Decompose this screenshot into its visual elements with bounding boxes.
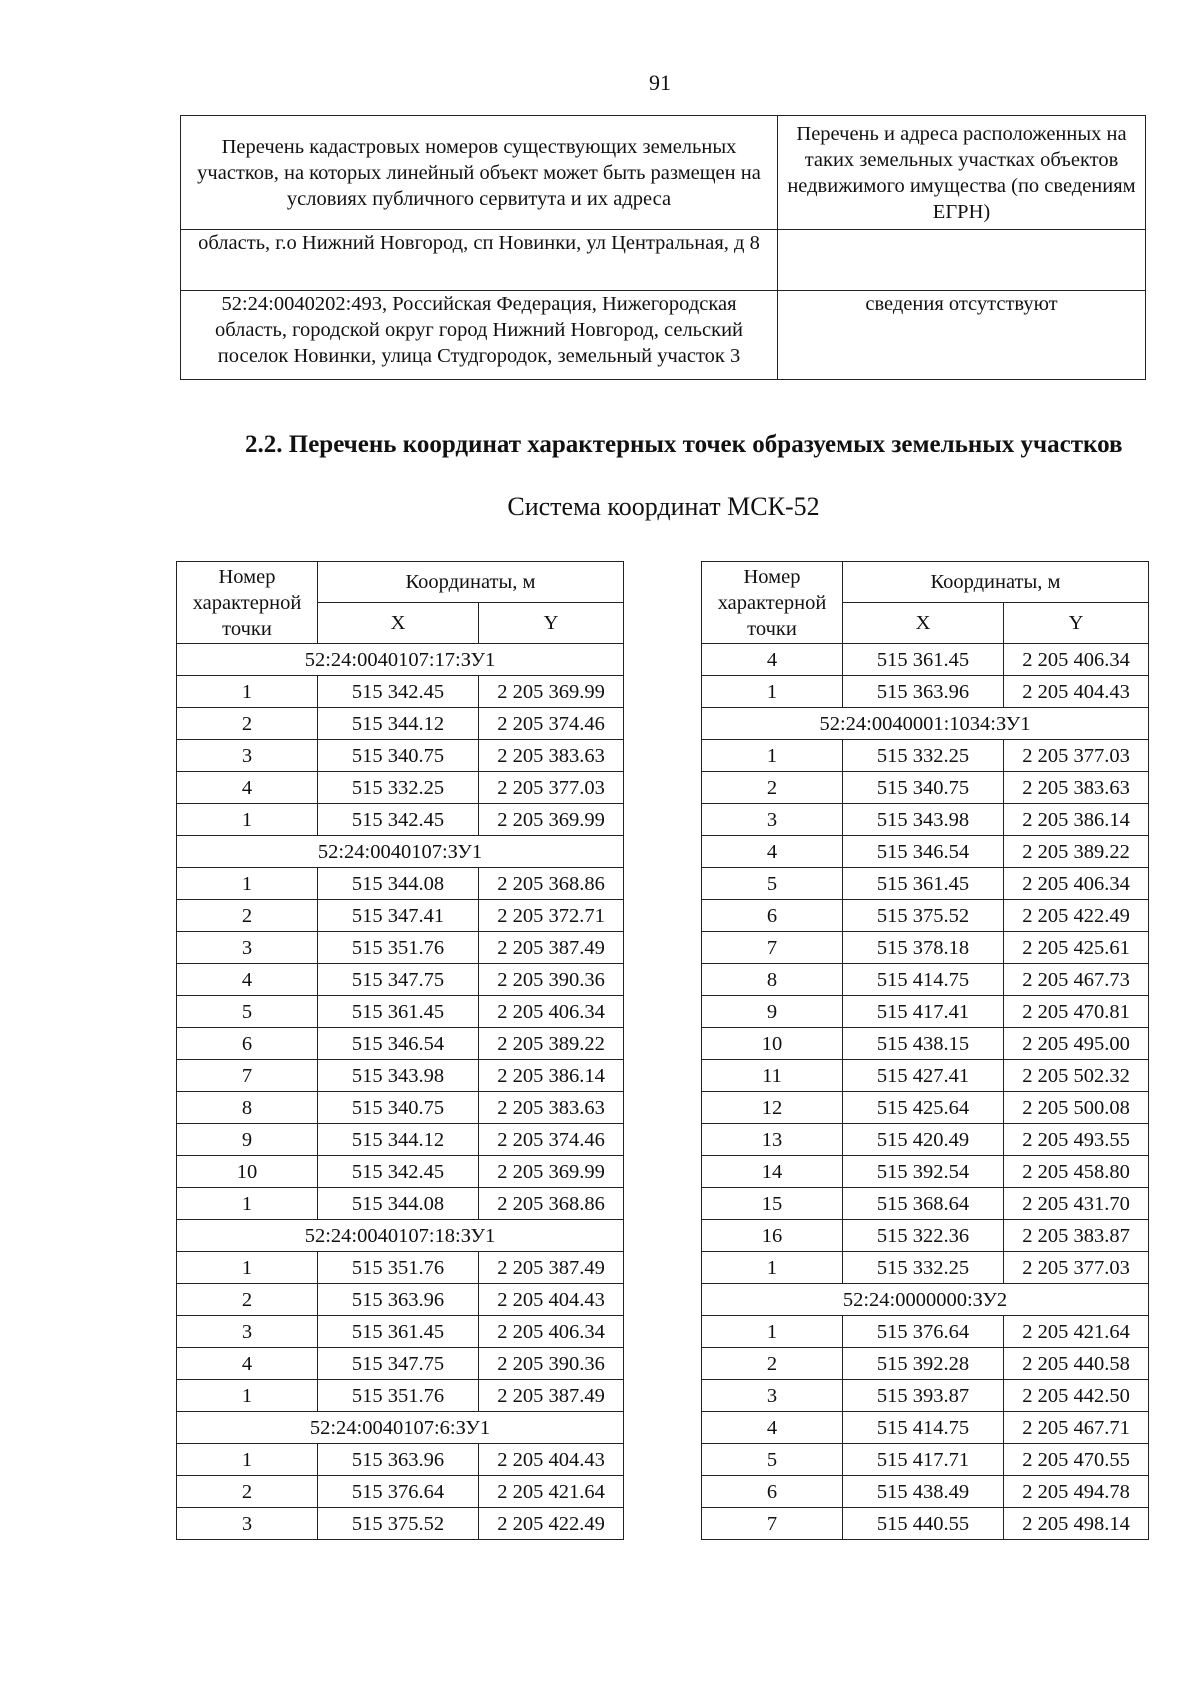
coord-y: 2 205 389.22 xyxy=(479,1028,624,1060)
coord-y: 2 205 495.00 xyxy=(1004,1028,1149,1060)
coord-x: 515 344.12 xyxy=(318,1124,479,1156)
point-number: 13 xyxy=(702,1124,843,1156)
coord-y: 2 205 422.49 xyxy=(1004,900,1149,932)
parcel-id: 52:24:0040107:17:ЗУ1 xyxy=(177,644,624,676)
table-row xyxy=(702,1316,1149,1348)
table-row xyxy=(177,1444,624,1476)
coordinates-header-row xyxy=(702,562,1149,603)
coord-y: 2 205 377.03 xyxy=(1004,740,1149,772)
coord-x: 515 342.45 xyxy=(318,676,479,708)
point-number: 5 xyxy=(702,1444,843,1476)
table-row xyxy=(702,1380,1149,1412)
coord-x: 515 351.76 xyxy=(318,1380,479,1412)
coord-y: 2 205 383.87 xyxy=(1004,1220,1149,1252)
table-row xyxy=(177,740,624,772)
table-row xyxy=(177,1380,624,1412)
parcel-id: 52:24:0040107:ЗУ1 xyxy=(177,836,624,868)
point-number: 1 xyxy=(702,740,843,772)
table-row xyxy=(702,1444,1149,1476)
coord-y: 2 205 498.14 xyxy=(1004,1508,1149,1540)
parcel-id: 52:24:0000000:ЗУ2 xyxy=(702,1284,1149,1316)
coord-x: 515 347.41 xyxy=(318,900,479,932)
coord-x: 515 340.75 xyxy=(318,1092,479,1124)
coord-y: 2 205 377.03 xyxy=(1004,1252,1149,1284)
coord-x: 515 361.45 xyxy=(843,868,1004,900)
point-number: 3 xyxy=(177,740,318,772)
coord-x: 515 378.18 xyxy=(843,932,1004,964)
parcel-group-row xyxy=(177,644,624,676)
coord-y: 2 205 442.50 xyxy=(1004,1380,1149,1412)
coord-x: 515 351.76 xyxy=(318,932,479,964)
header-point-number: Номер характерной точки xyxy=(177,562,318,644)
table-row xyxy=(177,964,624,996)
point-number: 9 xyxy=(702,996,843,1028)
point-number: 6 xyxy=(177,1028,318,1060)
coord-x: 515 375.52 xyxy=(843,900,1004,932)
coord-x: 515 438.15 xyxy=(843,1028,1004,1060)
point-number: 10 xyxy=(177,1156,318,1188)
point-number: 14 xyxy=(702,1156,843,1188)
point-number: 3 xyxy=(177,932,318,964)
coord-y: 2 205 369.99 xyxy=(479,1156,624,1188)
coord-x: 515 346.54 xyxy=(843,836,1004,868)
servitude-table xyxy=(180,115,1146,380)
point-number: 15 xyxy=(702,1188,843,1220)
point-number: 3 xyxy=(702,804,843,836)
coord-x: 515 420.49 xyxy=(843,1124,1004,1156)
coord-x: 515 351.76 xyxy=(318,1252,479,1284)
coord-x: 515 438.49 xyxy=(843,1476,1004,1508)
table-cell xyxy=(778,230,1146,291)
point-number: 1 xyxy=(177,1188,318,1220)
point-number: 1 xyxy=(702,676,843,708)
coord-y: 2 205 404.43 xyxy=(1004,676,1149,708)
point-number: 2 xyxy=(702,772,843,804)
point-number: 5 xyxy=(702,868,843,900)
point-number: 1 xyxy=(177,804,318,836)
point-number: 4 xyxy=(177,772,318,804)
table-row xyxy=(177,1124,624,1156)
coord-x: 515 344.08 xyxy=(318,868,479,900)
table-row xyxy=(177,708,624,740)
coord-x: 515 392.54 xyxy=(843,1156,1004,1188)
coord-y: 2 205 386.14 xyxy=(479,1060,624,1092)
table-row xyxy=(702,1348,1149,1380)
coord-x: 515 343.98 xyxy=(318,1060,479,1092)
header-point-number: Номер характерной точки xyxy=(702,562,843,644)
coord-x: 515 440.55 xyxy=(843,1508,1004,1540)
table-row xyxy=(177,1060,624,1092)
coord-y: 2 205 406.34 xyxy=(479,1316,624,1348)
coord-y: 2 205 383.63 xyxy=(479,740,624,772)
coord-x: 515 347.75 xyxy=(318,964,479,996)
coord-x: 515 346.54 xyxy=(318,1028,479,1060)
point-number: 7 xyxy=(702,1508,843,1540)
coord-y: 2 205 404.43 xyxy=(479,1284,624,1316)
coord-y: 2 205 387.49 xyxy=(479,1380,624,1412)
coord-y: 2 205 390.36 xyxy=(479,964,624,996)
coord-y: 2 205 372.71 xyxy=(479,900,624,932)
coord-x: 515 414.75 xyxy=(843,964,1004,996)
coord-x: 515 376.64 xyxy=(843,1316,1004,1348)
table-row xyxy=(181,291,1146,380)
point-number: 2 xyxy=(177,1476,318,1508)
point-number: 1 xyxy=(702,1316,843,1348)
coord-y: 2 205 440.58 xyxy=(1004,1348,1149,1380)
table-row xyxy=(177,1476,624,1508)
point-number: 2 xyxy=(177,900,318,932)
coord-x: 515 342.45 xyxy=(318,804,479,836)
coord-y: 2 205 368.86 xyxy=(479,868,624,900)
coord-y: 2 205 369.99 xyxy=(479,804,624,836)
parcel-group-row xyxy=(177,1220,624,1252)
table-row xyxy=(702,1060,1149,1092)
table-row xyxy=(177,1316,624,1348)
coord-y: 2 205 404.43 xyxy=(479,1444,624,1476)
coord-y: 2 205 374.46 xyxy=(479,1124,624,1156)
table-row xyxy=(177,772,624,804)
point-number: 7 xyxy=(702,932,843,964)
coord-x: 515 363.96 xyxy=(318,1284,479,1316)
coord-x: 515 376.64 xyxy=(318,1476,479,1508)
point-number: 4 xyxy=(702,1412,843,1444)
coord-x: 515 340.75 xyxy=(318,740,479,772)
coord-x: 515 363.96 xyxy=(843,676,1004,708)
coord-x: 515 361.45 xyxy=(843,644,1004,676)
point-number: 4 xyxy=(702,836,843,868)
table-row xyxy=(702,964,1149,996)
coord-x: 515 342.45 xyxy=(318,1156,479,1188)
header-property-objects: Перечень и адреса расположенных на таких земельных участках объектов недвижимого имущества (по сведениям ЕГРН) xyxy=(778,116,1146,230)
table-row xyxy=(702,1124,1149,1156)
point-number: 4 xyxy=(177,1348,318,1380)
table-row xyxy=(702,1028,1149,1060)
table-row xyxy=(177,900,624,932)
coord-y: 2 205 383.63 xyxy=(479,1092,624,1124)
table-row xyxy=(177,1252,624,1284)
page-number: 91 xyxy=(649,70,671,95)
header-y: Y xyxy=(479,603,624,644)
coord-x: 515 393.87 xyxy=(843,1380,1004,1412)
header-cadastral-list: Перечень кадастровых номеров существующих земельных участков, на которых линейный объект может быть размещен на условиях публичного сервитута и их адреса xyxy=(181,116,778,230)
table-row xyxy=(702,804,1149,836)
coord-x: 515 363.96 xyxy=(318,1444,479,1476)
coord-x: 515 417.71 xyxy=(843,1444,1004,1476)
point-number: 16 xyxy=(702,1220,843,1252)
point-number: 8 xyxy=(177,1092,318,1124)
table-row xyxy=(702,1508,1149,1540)
coord-y: 2 205 374.46 xyxy=(479,708,624,740)
table-row xyxy=(702,900,1149,932)
coord-x: 515 414.75 xyxy=(843,1412,1004,1444)
table-row xyxy=(177,676,624,708)
point-number: 1 xyxy=(177,1380,318,1412)
point-number: 9 xyxy=(177,1124,318,1156)
point-number: 10 xyxy=(702,1028,843,1060)
point-number: 1 xyxy=(702,1252,843,1284)
coordinate-system-title: Система координат МСК-52 xyxy=(507,492,820,521)
coord-y: 2 205 502.32 xyxy=(1004,1060,1149,1092)
coordinates-table-left xyxy=(176,561,624,1540)
point-number: 3 xyxy=(177,1316,318,1348)
header-x: X xyxy=(318,603,479,644)
parcel-id: 52:24:0040001:1034:ЗУ1 xyxy=(702,708,1149,740)
coord-y: 2 205 431.70 xyxy=(1004,1188,1149,1220)
point-number: 6 xyxy=(702,1476,843,1508)
coord-y: 2 205 470.81 xyxy=(1004,996,1149,1028)
servitude-table-header xyxy=(181,116,1146,230)
table-row xyxy=(702,1412,1149,1444)
point-number: 6 xyxy=(702,900,843,932)
point-number: 1 xyxy=(177,868,318,900)
coord-x: 515 332.25 xyxy=(843,740,1004,772)
coord-y: 2 205 494.78 xyxy=(1004,1476,1149,1508)
coord-x: 515 361.45 xyxy=(318,996,479,1028)
coord-x: 515 332.25 xyxy=(843,1252,1004,1284)
coord-y: 2 205 368.86 xyxy=(479,1188,624,1220)
parcel-id: 52:24:0040107:18:ЗУ1 xyxy=(177,1220,624,1252)
table-row xyxy=(702,1476,1149,1508)
coord-x: 515 322.36 xyxy=(843,1220,1004,1252)
coord-x: 515 344.08 xyxy=(318,1188,479,1220)
coord-y: 2 205 377.03 xyxy=(479,772,624,804)
table-row xyxy=(177,1284,624,1316)
point-number: 3 xyxy=(177,1508,318,1540)
point-number: 1 xyxy=(177,676,318,708)
point-number: 2 xyxy=(177,1284,318,1316)
coord-y: 2 205 383.63 xyxy=(1004,772,1149,804)
parcel-group-row xyxy=(702,1284,1149,1316)
table-row xyxy=(702,996,1149,1028)
parcel-id: 52:24:0040107:6:ЗУ1 xyxy=(177,1412,624,1444)
table-cell: область, г.о Нижний Новгород, сп Новинки, ул Центральная, д 8 xyxy=(181,230,778,291)
coord-x: 515 425.64 xyxy=(843,1092,1004,1124)
coord-y: 2 205 406.34 xyxy=(1004,644,1149,676)
table-row xyxy=(702,740,1149,772)
coord-y: 2 205 425.61 xyxy=(1004,932,1149,964)
coord-y: 2 205 386.14 xyxy=(1004,804,1149,836)
point-number: 12 xyxy=(702,1092,843,1124)
parcel-group-row xyxy=(177,1412,624,1444)
table-row xyxy=(177,1348,624,1380)
table-cell: сведения отсутствуют xyxy=(778,291,1146,380)
table-row xyxy=(177,1508,624,1540)
point-number: 4 xyxy=(702,644,843,676)
table-row xyxy=(181,230,1146,291)
coord-y: 2 205 470.55 xyxy=(1004,1444,1149,1476)
point-number: 8 xyxy=(702,964,843,996)
coord-x: 515 332.25 xyxy=(318,772,479,804)
point-number: 4 xyxy=(177,964,318,996)
coord-y: 2 205 493.55 xyxy=(1004,1124,1149,1156)
table-row xyxy=(702,1156,1149,1188)
point-number: 3 xyxy=(702,1380,843,1412)
table-row xyxy=(177,868,624,900)
coord-x: 515 427.41 xyxy=(843,1060,1004,1092)
table-row xyxy=(702,1220,1149,1252)
coord-x: 515 392.28 xyxy=(843,1348,1004,1380)
coordinates-header-row xyxy=(177,562,624,603)
table-row xyxy=(702,1252,1149,1284)
coord-y: 2 205 500.08 xyxy=(1004,1092,1149,1124)
header-x: X xyxy=(843,603,1004,644)
point-number: 11 xyxy=(702,1060,843,1092)
coord-y: 2 205 467.71 xyxy=(1004,1412,1149,1444)
table-row xyxy=(177,804,624,836)
point-number: 7 xyxy=(177,1060,318,1092)
coord-y: 2 205 458.80 xyxy=(1004,1156,1149,1188)
coord-y: 2 205 369.99 xyxy=(479,676,624,708)
coord-x: 515 347.75 xyxy=(318,1348,479,1380)
table-row xyxy=(702,644,1149,676)
table-row xyxy=(177,1092,624,1124)
coord-x: 515 343.98 xyxy=(843,804,1004,836)
coord-x: 515 344.12 xyxy=(318,708,479,740)
table-row xyxy=(702,1092,1149,1124)
point-number: 2 xyxy=(702,1348,843,1380)
coord-y: 2 205 467.73 xyxy=(1004,964,1149,996)
parcel-group-row xyxy=(702,708,1149,740)
coord-x: 515 417.41 xyxy=(843,996,1004,1028)
table-row xyxy=(702,676,1149,708)
section-heading: 2.2. Перечень координат характерных точек образуемых земельных участков xyxy=(245,431,1123,458)
table-row xyxy=(702,772,1149,804)
coord-y: 2 205 387.49 xyxy=(479,932,624,964)
table-row xyxy=(177,932,624,964)
table-row xyxy=(177,996,624,1028)
coord-x: 515 375.52 xyxy=(318,1508,479,1540)
table-row xyxy=(702,868,1149,900)
table-row xyxy=(702,836,1149,868)
table-row xyxy=(177,1188,624,1220)
coord-y: 2 205 387.49 xyxy=(479,1252,624,1284)
coordinates-table-right xyxy=(701,561,1149,1540)
point-number: 5 xyxy=(177,996,318,1028)
coord-y: 2 205 406.34 xyxy=(479,996,624,1028)
coord-y: 2 205 421.64 xyxy=(479,1476,624,1508)
point-number: 1 xyxy=(177,1444,318,1476)
table-row xyxy=(702,1188,1149,1220)
table-row xyxy=(177,1028,624,1060)
coord-x: 515 340.75 xyxy=(843,772,1004,804)
point-number: 2 xyxy=(177,708,318,740)
header-coordinates: Координаты, м xyxy=(318,562,624,603)
table-row xyxy=(702,932,1149,964)
point-number: 1 xyxy=(177,1252,318,1284)
coord-y: 2 205 406.34 xyxy=(1004,868,1149,900)
coord-x: 515 361.45 xyxy=(318,1316,479,1348)
coord-x: 515 368.64 xyxy=(843,1188,1004,1220)
header-coordinates: Координаты, м xyxy=(843,562,1149,603)
table-row xyxy=(177,1156,624,1188)
coord-y: 2 205 389.22 xyxy=(1004,836,1149,868)
header-y: Y xyxy=(1004,603,1149,644)
coord-y: 2 205 421.64 xyxy=(1004,1316,1149,1348)
table-cell: 52:24:0040202:493, Российская Федерация, Нижегородская область, городской округ город Нижний Новгород, сельский поселок Новинки, улица Студгородок, земельный участок 3 xyxy=(181,291,778,380)
coord-y: 2 205 422.49 xyxy=(479,1508,624,1540)
parcel-group-row xyxy=(177,836,624,868)
coord-y: 2 205 390.36 xyxy=(479,1348,624,1380)
